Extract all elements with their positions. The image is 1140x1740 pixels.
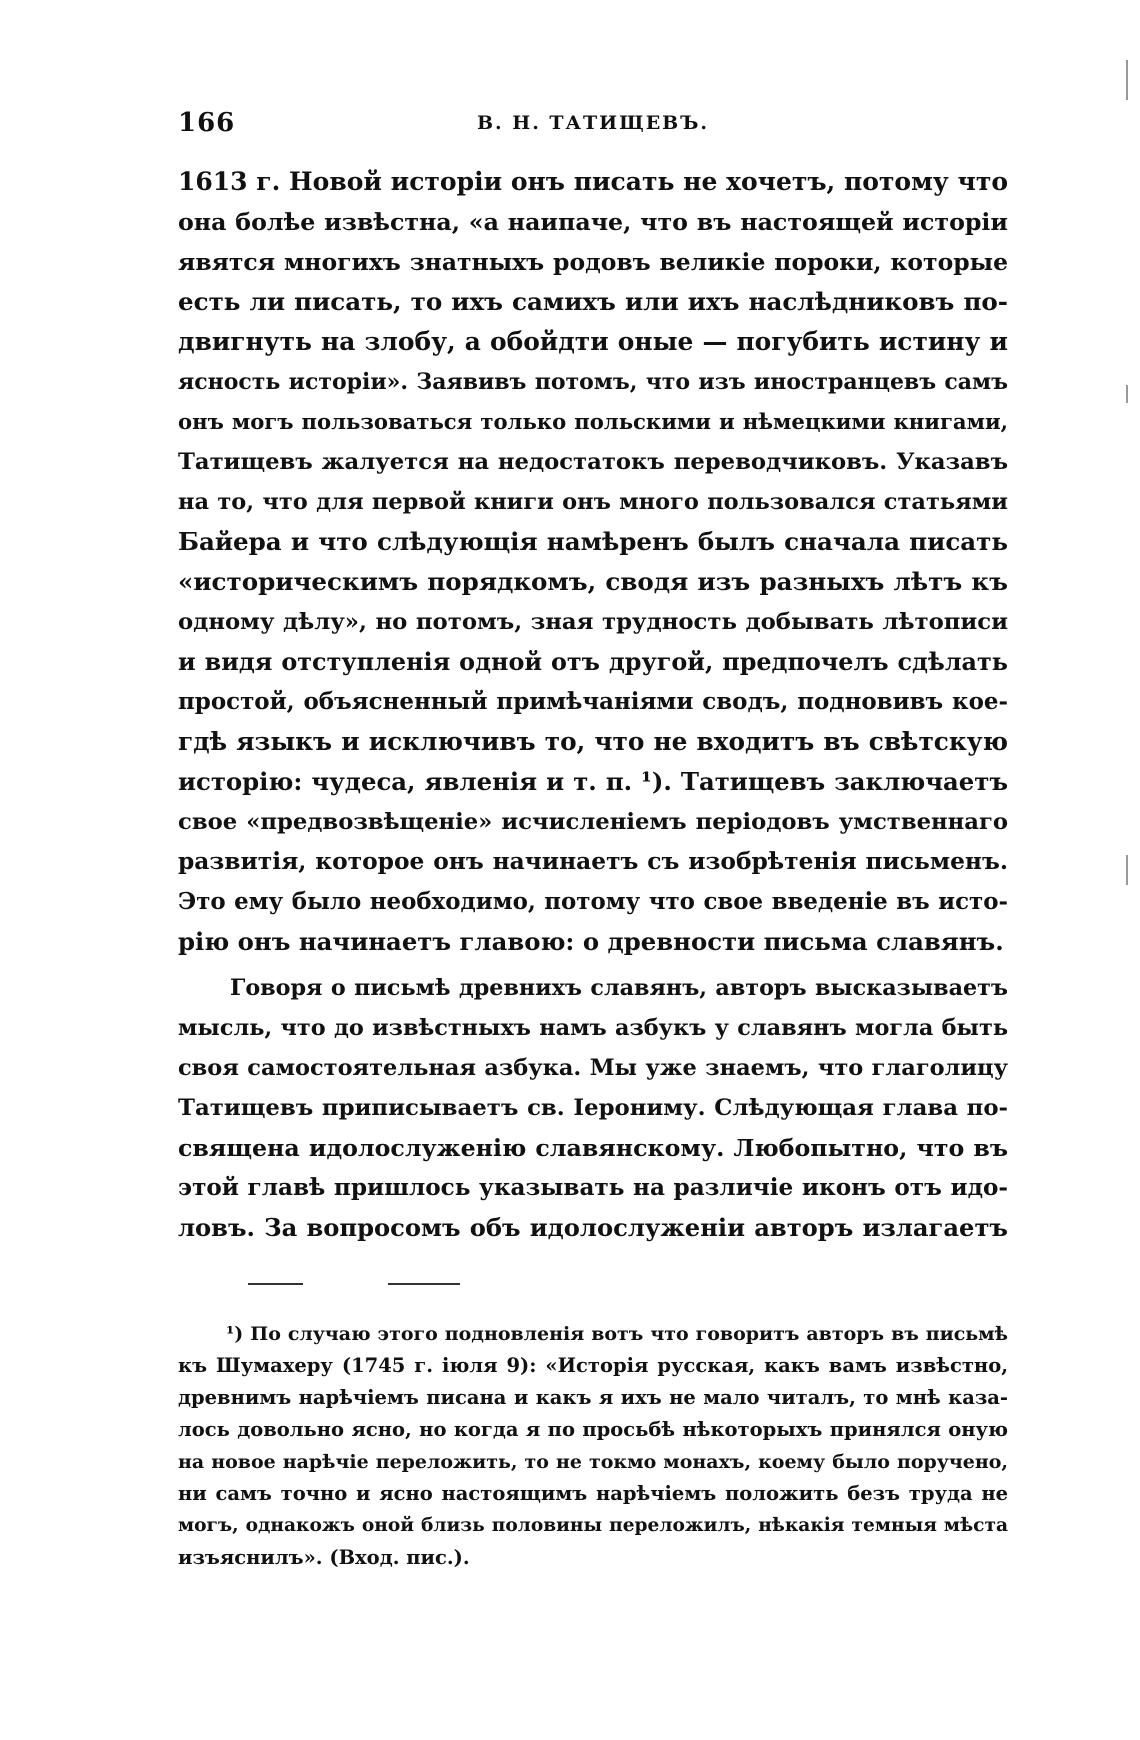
text-line: Татищевъ приписываетъ св. Іерониму. Слѣдующая глава по- [178, 1095, 1008, 1121]
page-number: 166 [178, 108, 236, 138]
footnote-line: изъяснилъ». (Вход. пис.). [178, 1546, 470, 1569]
footnote-line: ни самъ точно и ясно настоящимъ нарѣчіемъ положить безъ труда не [178, 1482, 1008, 1505]
footnote-separator [248, 1283, 460, 1285]
text-line: и видя отступленія одной отъ другой, предпочелъ сдѣлать [178, 648, 1008, 676]
text-line: двигнуть на злобу, а обойдти оные — погубить истину и [178, 327, 1008, 356]
text-line: священа идолослуженію славянскому. Любопытно, что въ [178, 1134, 1008, 1162]
footnote-line: лось довольно ясно, но когда я по просьбѣ нѣкоторыхъ принялся оную [178, 1418, 1008, 1441]
text-line: Это ему было необходимо, потому что свое введеніе въ исто- [178, 889, 1008, 915]
text-line: ловъ. За вопросомъ объ идолослуженіи авторъ излагаетъ [178, 1213, 1008, 1242]
footnote-line: къ Шумахеру (1745 г. іюля 9): «Исторія русская, какъ вамъ извѣстно, [178, 1354, 1008, 1377]
text-line: рію онъ начинаетъ главою: о древности письма славянъ. [178, 927, 1004, 956]
text-line: ясность исторіи». Заявивъ потомъ, что изъ иностранцевъ самъ [178, 369, 1008, 395]
text-line: на то, что для первой книги онъ много пользовался статьями [178, 489, 1008, 515]
text-line: Байера и что слѣдующія намѣренъ былъ сначала писать [178, 527, 1008, 556]
text-line: она болѣе извѣстна, «а наипаче, что въ настоящей исторіи [178, 208, 1008, 236]
text-line: этой главѣ пришлось указывать на различіе иконъ отъ идо- [178, 1174, 1008, 1201]
footnote-line: древнимъ нарѣчіемъ писана и какъ я ихъ не мало читалъ, то мнѣ каза- [178, 1386, 1008, 1409]
text-line: явятся многихъ знатныхъ родовъ великіе пороки, которые [178, 248, 1008, 276]
scan-margin-mark [1126, 60, 1128, 100]
footnotes [178, 1318, 1008, 1574]
text-line: мысль, что до извѣстныхъ намъ азбукъ у славянъ могла быть [178, 1015, 1008, 1041]
text-line: онъ могъ пользоваться только польскими и нѣмецкими книгами, [178, 409, 1008, 434]
main-text [178, 162, 1008, 1248]
footnote-line: могъ, однакожъ оной близь половины переложилъ, нѣкакія темныя мѣста [178, 1515, 1008, 1536]
text-line: своя самостоятельная азбука. Мы уже знаемъ, что глаголицу [178, 1055, 1008, 1081]
text-line: гдѣ языкъ и исключивъ то, что не входитъ въ свѣтскую [178, 727, 1008, 756]
running-head: В. Н. ТАТИЩЕВЪ. [476, 112, 710, 134]
footnote-line: ¹) По случаю этого подновленія вотъ что говоритъ авторъ въ письмѣ [226, 1323, 1008, 1345]
text-line: свое «предвозвѣщеніе» исчисленіемъ періодовъ умственнаго [178, 809, 1008, 835]
text-line: есть ли писать, то ихъ самихъ или ихъ наслѣдниковъ по- [178, 287, 1008, 316]
text-line: простой, объясненный примѣчаніями сводъ, подновивъ кое- [178, 688, 1008, 715]
text-line: развитія, которое онъ начинаетъ съ изобрѣтенія письменъ. [178, 848, 1008, 875]
text-line: 1613 г. Новой исторіи онъ писать не хочетъ, потому что [178, 167, 1008, 196]
scan-margin-mark [1126, 385, 1128, 403]
footnote-line: на новое нарѣчіе переложить, то не токмо монахъ, коему было поручено, [178, 1451, 1008, 1473]
scan-margin-mark [1126, 855, 1128, 885]
page-header [178, 108, 1008, 148]
text-line: одному дѣлу», но потомъ, зная трудность добывать лѣтописи [178, 609, 1008, 635]
text-line: исторію: чудеса, явленія и т. п. ¹). Татищевъ заключаетъ [178, 767, 1008, 796]
text-line: «историческимъ порядкомъ, сводя изъ разныхъ лѣтъ къ [178, 567, 1008, 596]
text-line: Говоря о письмѣ древнихъ славянъ, авторъ высказываетъ [230, 975, 1008, 1001]
text-line: Татищевъ жалуется на недостатокъ переводчиковъ. Указавъ [178, 449, 1008, 475]
